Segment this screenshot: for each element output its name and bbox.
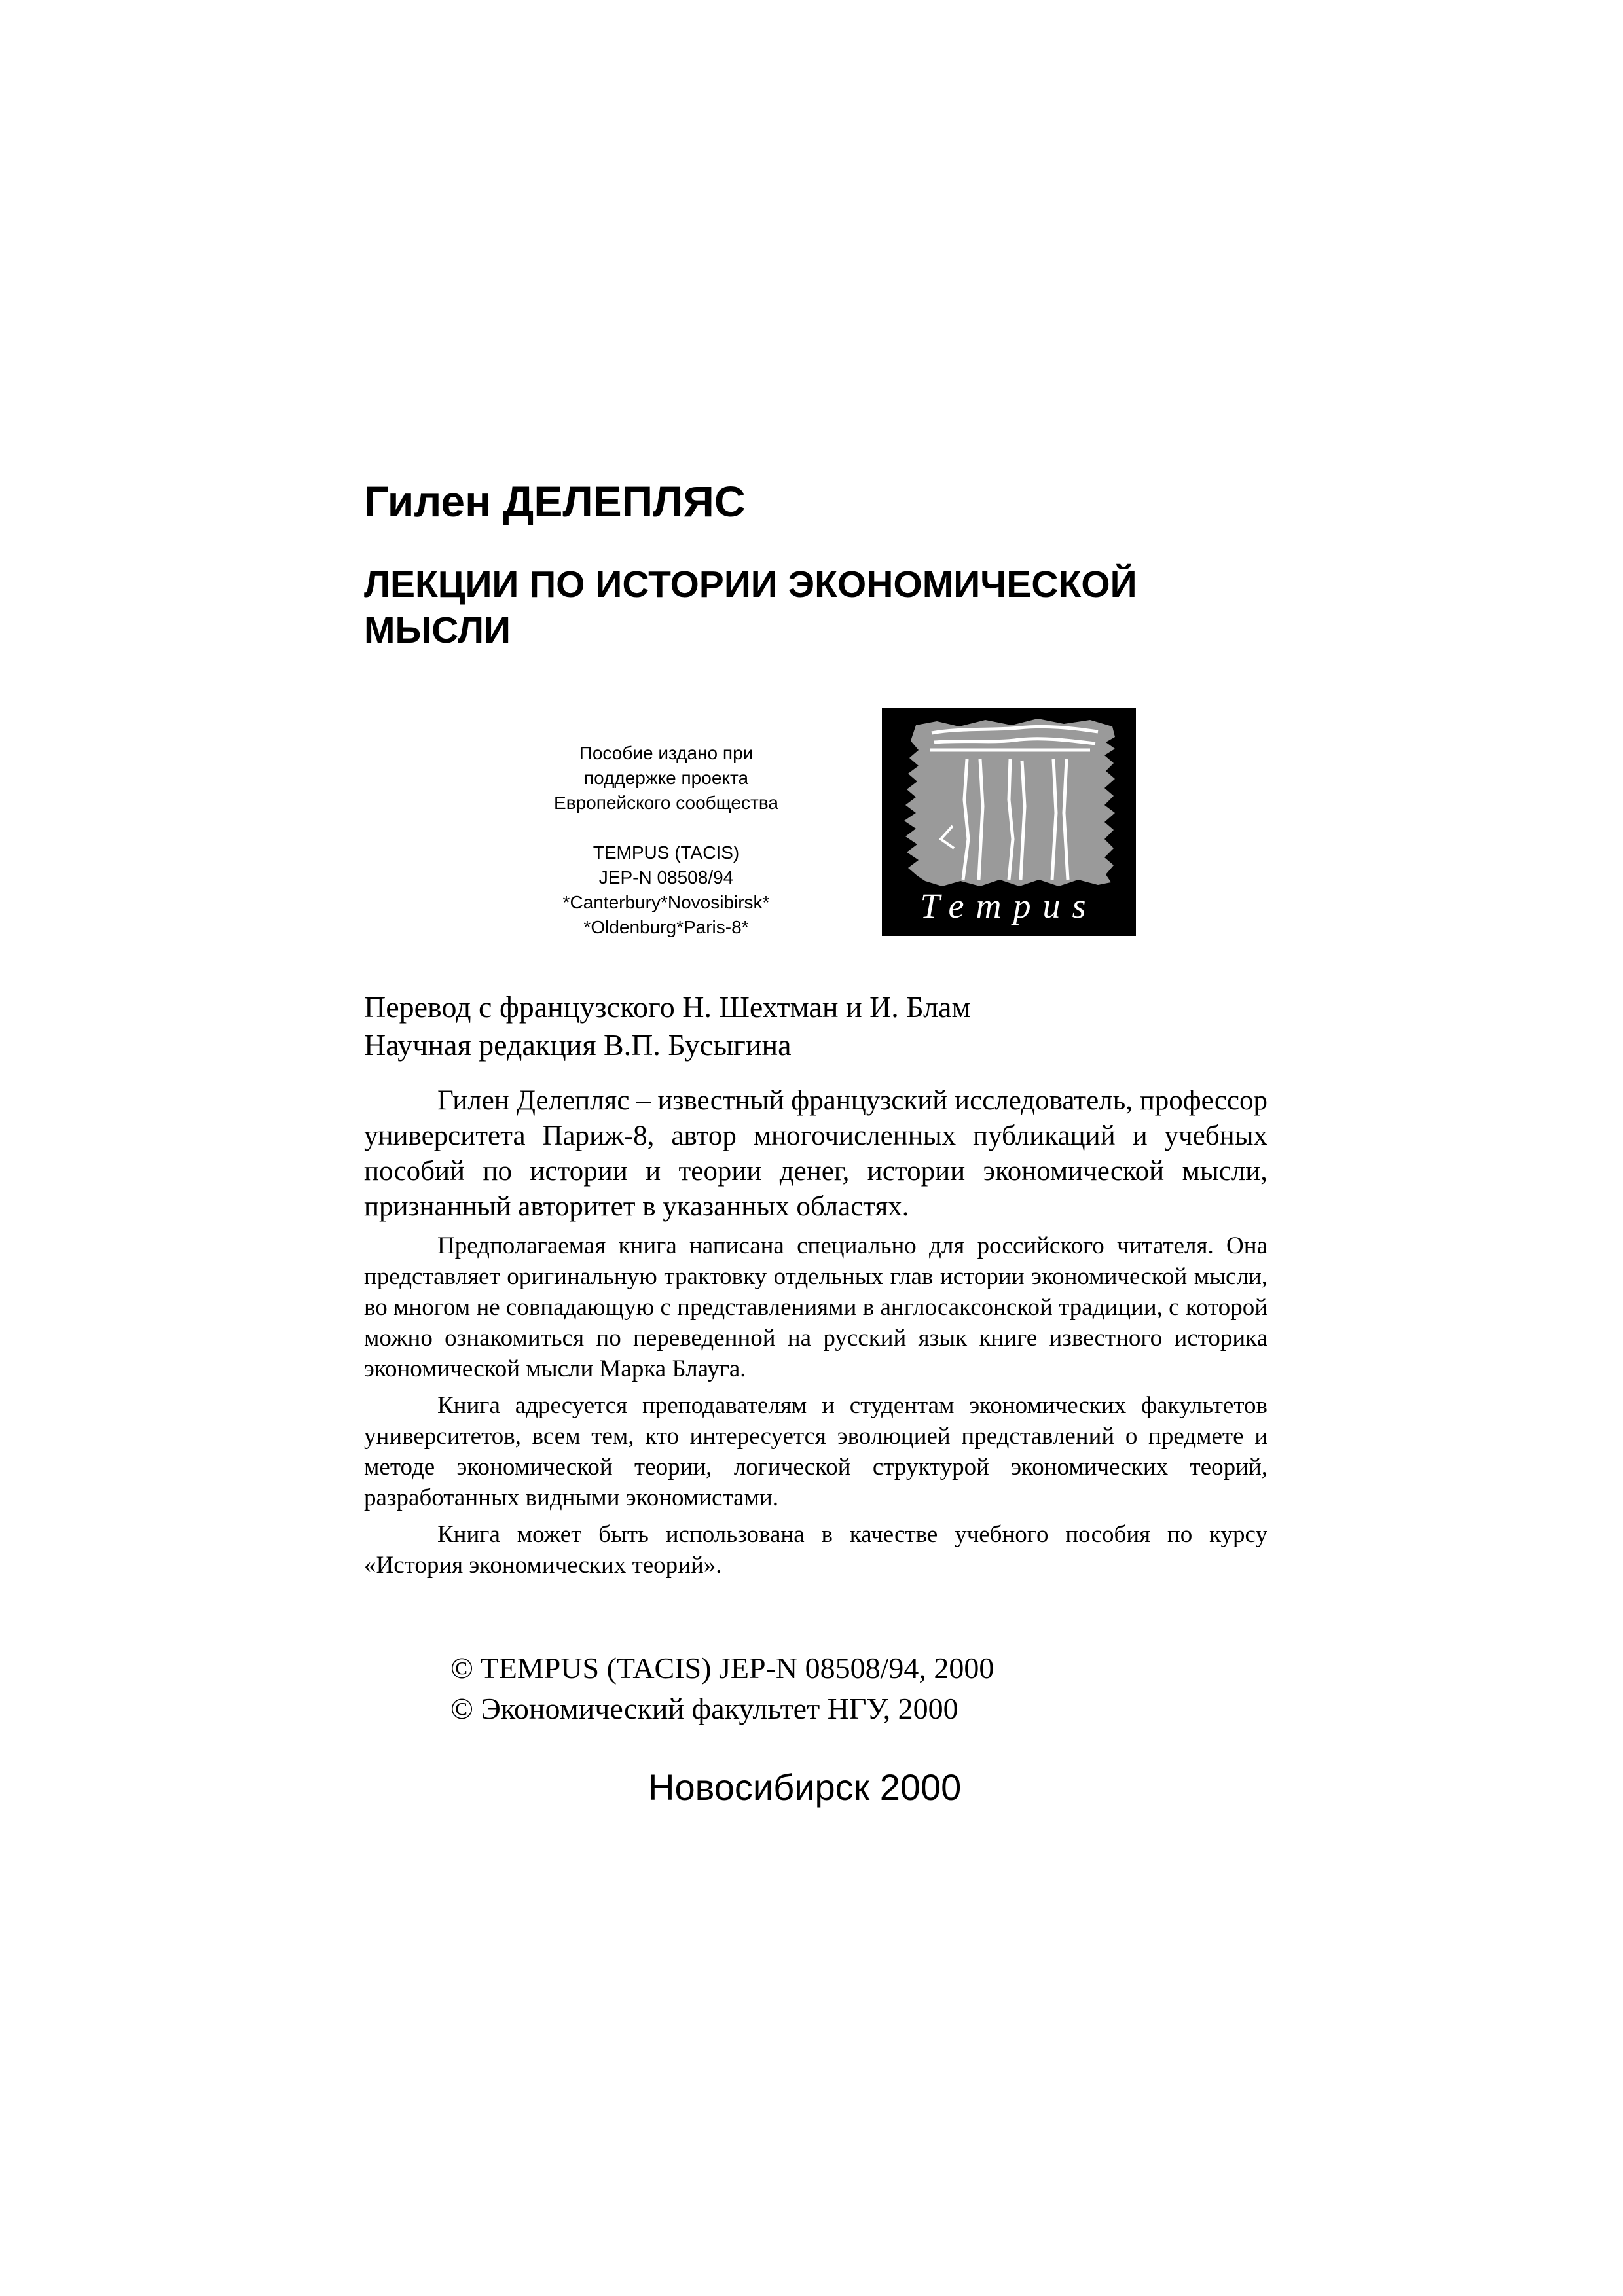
annotation-main bbox=[364, 1083, 1267, 1225]
imprint: Новосибирск 2000 bbox=[648, 1767, 962, 1808]
support-line: *Canterbury*Novosibirsk* bbox=[562, 892, 770, 912]
logo-label: Tempus bbox=[920, 886, 1098, 925]
support-line: *Oldenburg*Paris-8* bbox=[583, 917, 749, 937]
support-line: JEP-N 08508/94 bbox=[598, 867, 734, 888]
audience-paragraph: Книга адресуется преподавателям и студентам экономических факультетов университетов, всем тем, кто интересуется эволюцией представлений о предмете и методе экономической теории, логической структурой экономических теорий, разработанных видными экономистами. bbox=[364, 1392, 1267, 1511]
author-name: Гилен ДЕЛЕПЛЯС bbox=[364, 477, 746, 526]
about-book-paragraph: Предполагаемая книга написана специально для российского читателя. Она представляет оригинальную трактовку отдельных глав истории экономической мысли, во многом не совпадающую с представлениями в англосаксонской традиции, с которой можно ознакомиться по переведенной на русский язык книге известного историка экономической мысли Марка Блауга. bbox=[364, 1232, 1267, 1382]
usage-paragraph: Книга может быть использована в качестве учебного пособия по курсу «История экономических теорий». bbox=[364, 1521, 1267, 1579]
about-author-paragraph: Гилен Делепляс – известный французский исследователь, профессор университета Париж-8, автор многочисленных публикаций и учебных пособий по истории и теории денег, истории экономической мысли, признанный авторитет в указанных областях. bbox=[364, 1085, 1267, 1222]
copyright-block bbox=[450, 1648, 994, 1729]
translators: Перевод с французского Н. Шехтман и И. Блам bbox=[364, 990, 971, 1024]
support-line: TEMPUS (TACIS) bbox=[593, 842, 740, 863]
tempus-logo bbox=[882, 708, 1136, 936]
book-title: ЛЕКЦИИ ПО ИСТОРИИ ЭКОНОМИЧЕСКОЙ МЫСЛИ bbox=[364, 564, 1137, 651]
support-note bbox=[511, 741, 822, 940]
annotation-details bbox=[364, 1230, 1267, 1581]
support-line: поддержке проекта bbox=[583, 768, 749, 788]
translation-credits bbox=[364, 988, 971, 1064]
tempus-column-icon bbox=[882, 708, 1136, 936]
support-line: Пособие издано при bbox=[579, 743, 754, 763]
support-line: Европейского сообщества bbox=[554, 793, 778, 813]
copyright-line: © TEMPUS (TACIS) JEP-N 08508/94, 2000 bbox=[450, 1651, 994, 1685]
scientific-editor: Научная редакция В.П. Бусыгина bbox=[364, 1028, 792, 1062]
copyright-line: © Экономический факультет НГУ, 2000 bbox=[450, 1692, 958, 1725]
